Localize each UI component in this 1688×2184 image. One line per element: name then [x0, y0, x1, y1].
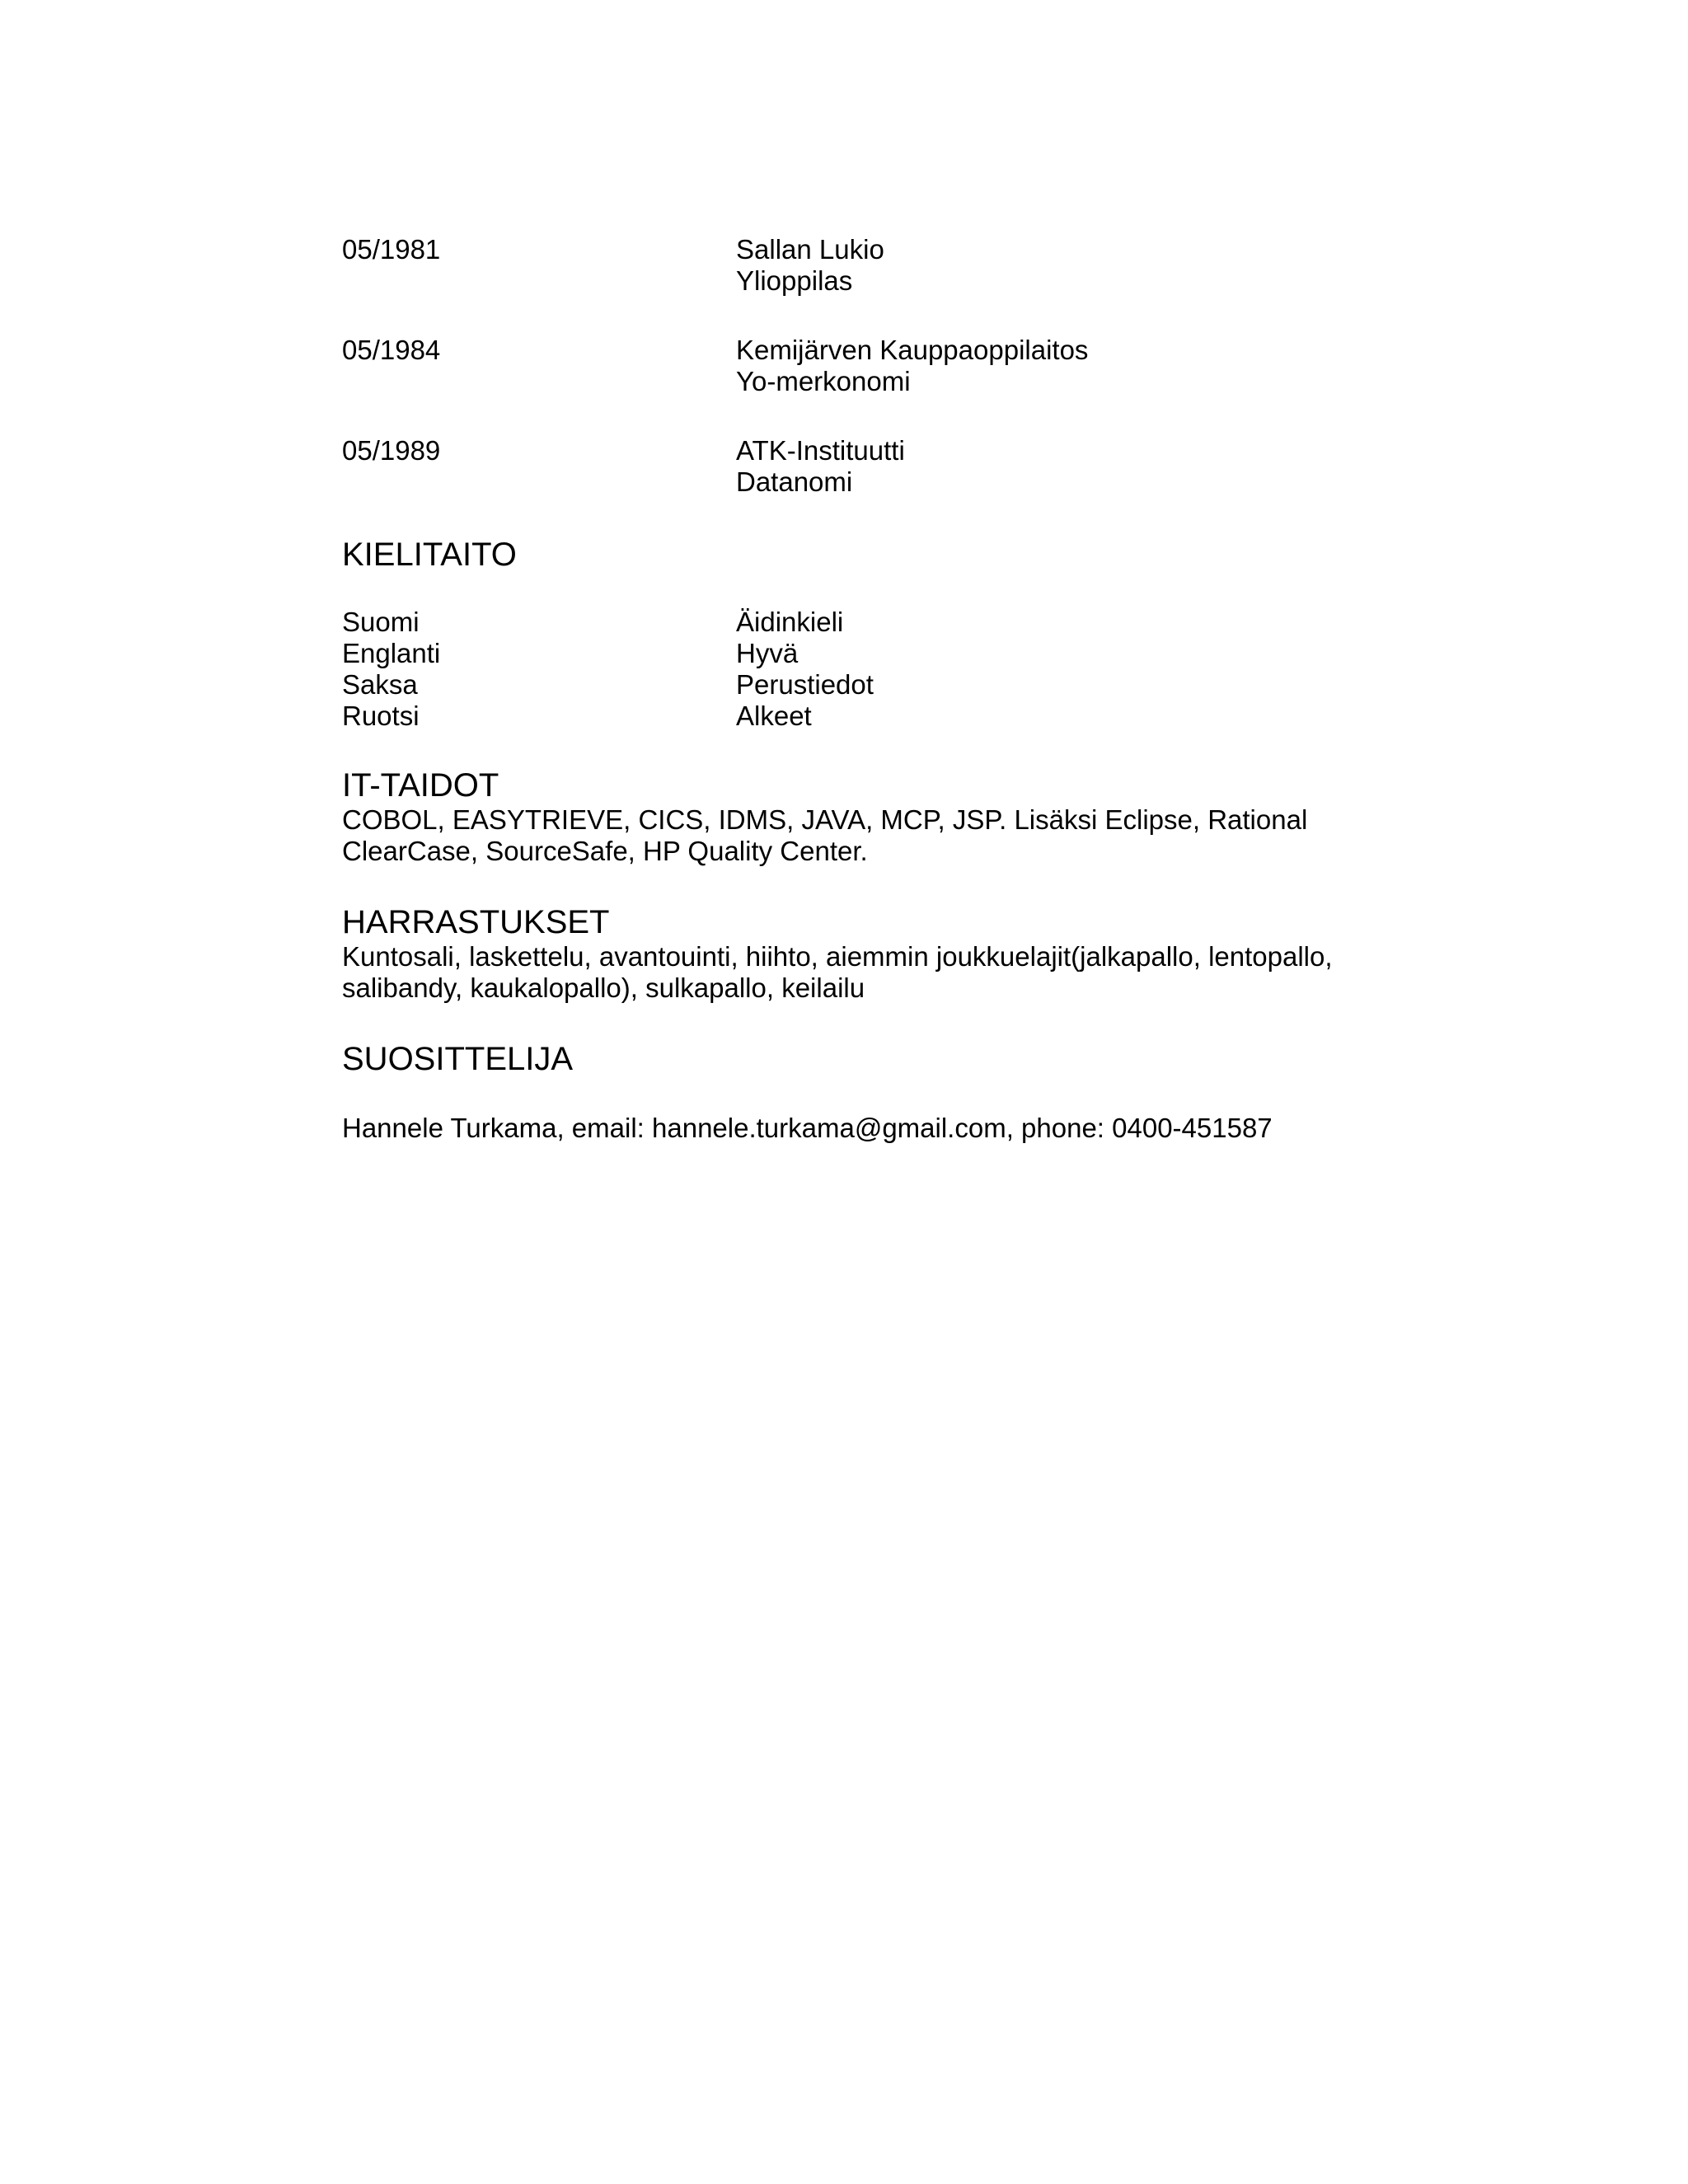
it-skills-title: IT-TAIDOT	[342, 767, 499, 804]
language-level: Alkeet	[736, 701, 812, 731]
reference-title: SUOSITTELIJA	[342, 1041, 574, 1077]
education-entry	[342, 435, 1364, 498]
education-school: ATK-Instituutti	[736, 435, 905, 466]
language-row	[342, 701, 1364, 732]
education-entry	[342, 234, 1364, 297]
education-date: 05/1984	[342, 335, 441, 365]
it-skills-section	[342, 766, 1364, 867]
education-school: Kemijärven Kauppaoppilaitos	[736, 335, 1089, 365]
languages-table	[342, 607, 1364, 732]
education-degree: Datanomi	[736, 466, 853, 497]
language-name: Saksa	[342, 669, 418, 700]
language-name: Suomi	[342, 607, 420, 637]
language-row	[342, 638, 1364, 669]
education-date: 05/1989	[342, 435, 441, 466]
language-name: Englanti	[342, 638, 441, 668]
hobbies-section	[342, 903, 1364, 1004]
education-degree: Ylioppilas	[736, 265, 853, 296]
languages-title: KIELITAITO	[342, 537, 517, 573]
language-level: Perustiedot	[736, 669, 874, 700]
language-row	[342, 607, 1364, 638]
language-level: Hyvä	[736, 638, 799, 668]
hobbies-text: Kuntosali, laskettelu, avantouinti, hiihto, aiemmin joukkuelajit(jalkapallo, lentopallo, salibandy, kaukalopallo), sulkapallo, keilailu	[342, 941, 1333, 1003]
hobbies-title: HARRASTUKSET	[342, 904, 610, 940]
reference-section	[342, 1040, 1364, 1144]
education-entry	[342, 335, 1364, 397]
cv-content	[342, 234, 1364, 1144]
education-date: 05/1981	[342, 234, 441, 265]
reference-text: Hannele Turkama, email: hannele.turkama@gmail.com, phone: 0400-451587	[342, 1113, 1273, 1143]
it-skills-text: COBOL, EASYTRIEVE, CICS, IDMS, JAVA, MCP, JSP. Lisäksi Eclipse, Rational ClearCase, SourceSafe, HP Quality Center.	[342, 804, 1308, 866]
language-name: Ruotsi	[342, 701, 420, 731]
languages-section	[342, 536, 1364, 732]
language-row	[342, 669, 1364, 701]
education-school: Sallan Lukio	[736, 234, 884, 265]
education-degree: Yo-merkonomi	[736, 366, 911, 396]
language-level: Äidinkieli	[736, 607, 844, 637]
